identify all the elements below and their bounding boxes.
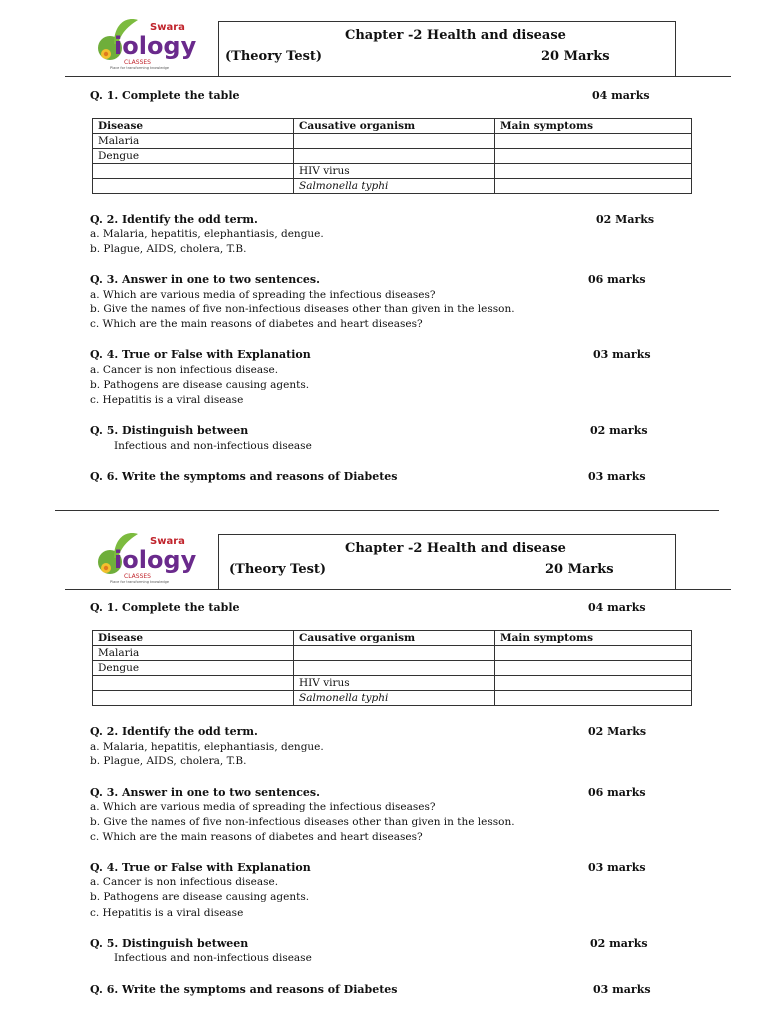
table-cell (294, 646, 495, 661)
table-cell: HIV virus (294, 676, 495, 691)
q4-item-c: c. Hepatitis is a viral disease (90, 907, 244, 919)
q3-marks: 06 marks (588, 786, 646, 799)
table-cell: Dengue (93, 149, 294, 164)
table-cell (495, 691, 692, 706)
q3-item-b: b. Give the names of five non-infectious diseases other than given in the lesson. (90, 816, 515, 828)
chapter-title: Chapter -2 Health and disease (345, 541, 566, 556)
q2-label: Q. 2. Identify the odd term. (90, 213, 258, 226)
q3-item-a: a. Which are various media of spreading the infectious diseases? (90, 801, 436, 813)
chapter-title: Chapter -2 Health and disease (345, 28, 566, 43)
test-type: (Theory Test) (225, 49, 323, 64)
col-disease: Disease (93, 631, 294, 646)
logo-graphic-icon (92, 528, 197, 584)
table-row (93, 164, 692, 179)
q3-item-b: b. Give the names of five non-infectious diseases other than given in the lesson. (90, 303, 515, 315)
col-disease: Disease (93, 119, 294, 134)
table-row (93, 179, 692, 194)
table-cell (294, 134, 495, 149)
svg-text:iology: iology (114, 32, 197, 60)
q2-item-b: b. Plague, AIDS, cholera, T.B. (90, 755, 247, 767)
q2-item-b: b. Plague, AIDS, cholera, T.B. (90, 243, 247, 255)
q3-item-c: c. Which are the main reasons of diabetes and heart diseases? (90, 831, 423, 843)
col-symptoms: Main symptoms (495, 119, 692, 134)
col-organism: Causative organism (294, 119, 495, 134)
table-row (93, 149, 692, 164)
q4-label: Q. 4. True or False with Explanation (90, 348, 311, 361)
table-header-row (93, 631, 692, 646)
q5-marks: 02 marks (590, 424, 648, 437)
total-marks: 20 Marks (541, 49, 610, 64)
col-organism: Causative organism (294, 631, 495, 646)
total-marks: 20 Marks (545, 562, 614, 577)
col-symptoms: Main symptoms (495, 631, 692, 646)
cut-line (55, 510, 719, 511)
table-cell (495, 676, 692, 691)
table-cell (495, 134, 692, 149)
q2-marks: 02 Marks (588, 725, 647, 738)
svg-text:iology: iology (114, 546, 197, 574)
table-cell (294, 661, 495, 676)
q5-item: Infectious and non-infectious disease (114, 952, 312, 964)
q5-label: Q. 5. Distinguish between (90, 424, 249, 437)
q1-marks: 04 marks (592, 89, 650, 102)
q5-marks: 02 marks (590, 937, 648, 950)
q6-marks: 03 marks (588, 470, 646, 483)
q4-marks: 03 marks (593, 348, 651, 361)
table-row (93, 691, 692, 706)
table-cell: Salmonella typhi (294, 179, 495, 194)
table-cell (93, 179, 294, 194)
table-row (93, 646, 692, 661)
table-cell (495, 646, 692, 661)
header-box (218, 21, 676, 76)
q6-label: Q. 6. Write the symptoms and reasons of Diabetes (90, 983, 398, 996)
disease-table (92, 118, 692, 194)
biology-logo (92, 14, 197, 70)
q1-label: Q. 1. Complete the table (90, 601, 240, 614)
svg-text:Swara: Swara (150, 536, 185, 547)
q3-item-c: c. Which are the main reasons of diabetes and heart diseases? (90, 318, 423, 330)
q3-label: Q. 3. Answer in one to two sentences. (90, 273, 320, 286)
q2-item-a: a. Malaria, hepatitis, elephantiasis, dengue. (90, 741, 324, 753)
table-cell: Malaria (93, 134, 294, 149)
biology-logo (92, 528, 197, 584)
table-cell: Malaria (93, 646, 294, 661)
table-cell (93, 691, 294, 706)
table-cell (495, 164, 692, 179)
svg-text:CLASSES: CLASSES (124, 573, 151, 580)
q6-marks: 03 marks (593, 983, 651, 996)
q4-item-c: c. Hepatitis is a viral disease (90, 394, 244, 406)
header-rule (65, 589, 731, 590)
table-row (93, 676, 692, 691)
table-header-row (93, 119, 692, 134)
table-cell (495, 661, 692, 676)
table-cell: Dengue (93, 661, 294, 676)
q3-item-a: a. Which are various media of spreading the infectious diseases? (90, 289, 436, 301)
svg-text:CLASSES: CLASSES (124, 59, 151, 66)
table-cell: HIV virus (294, 164, 495, 179)
q2-item-a: a. Malaria, hepatitis, elephantiasis, dengue. (90, 228, 324, 240)
table-cell (495, 179, 692, 194)
q3-label: Q. 3. Answer in one to two sentences. (90, 786, 320, 799)
q4-label: Q. 4. True or False with Explanation (90, 861, 311, 874)
table-cell (294, 149, 495, 164)
table-cell: Salmonella typhi (294, 691, 495, 706)
svg-text:Place for transforming knowled: Place for transforming knowledge (110, 66, 169, 70)
test-type: (Theory Test) (229, 562, 327, 577)
q2-marks: 02 Marks (596, 213, 655, 226)
q6-label: Q. 6. Write the symptoms and reasons of Diabetes (90, 470, 398, 483)
q1-marks: 04 marks (588, 601, 646, 614)
q4-item-a: a. Cancer is non infectious disease. (90, 364, 279, 376)
header-box (218, 534, 676, 589)
q5-item: Infectious and non-infectious disease (114, 440, 312, 452)
svg-text:Swara: Swara (150, 22, 185, 33)
logo-graphic-icon (92, 14, 197, 70)
q5-label: Q. 5. Distinguish between (90, 937, 249, 950)
disease-table (92, 630, 692, 706)
table-cell (93, 164, 294, 179)
q4-item-b: b. Pathogens are disease causing agents. (90, 379, 310, 391)
table-row (93, 661, 692, 676)
q2-label: Q. 2. Identify the odd term. (90, 725, 258, 738)
q4-item-a: a. Cancer is non infectious disease. (90, 876, 279, 888)
q4-item-b: b. Pathogens are disease causing agents. (90, 891, 310, 903)
table-row (93, 134, 692, 149)
header-rule (65, 76, 731, 77)
q1-label: Q. 1. Complete the table (90, 89, 240, 102)
table-cell (93, 676, 294, 691)
svg-text:Place for transforming knowled: Place for transforming knowledge (110, 580, 169, 584)
q4-marks: 03 marks (588, 861, 646, 874)
q3-marks: 06 marks (588, 273, 646, 286)
table-cell (495, 149, 692, 164)
